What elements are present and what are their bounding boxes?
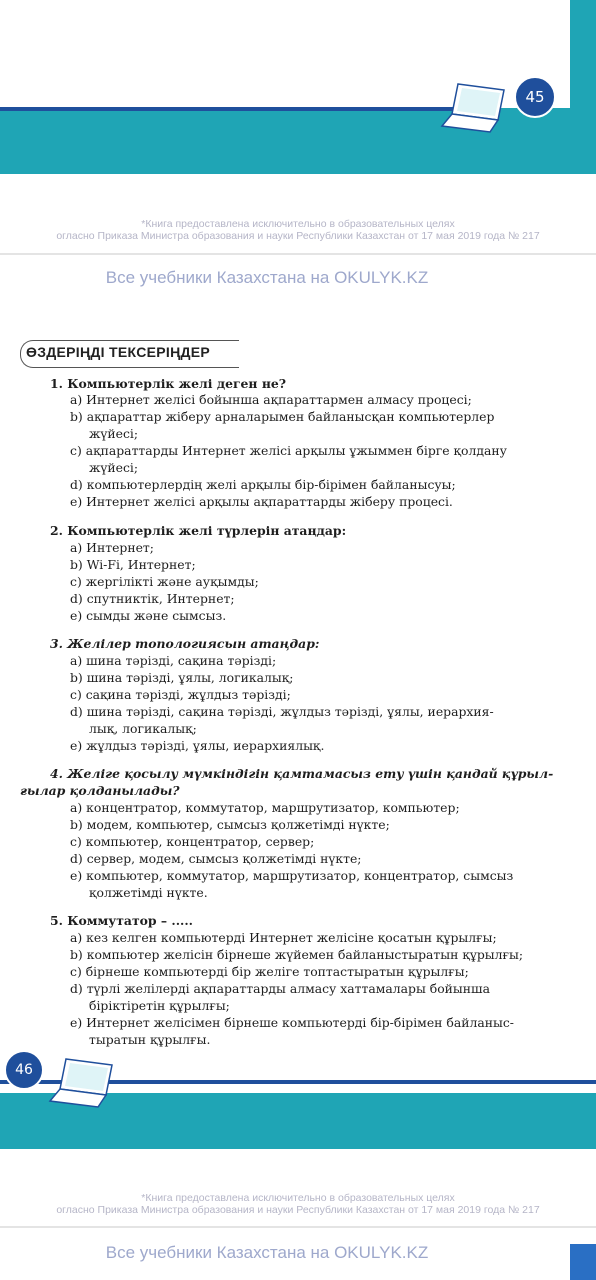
option-line: e) Интернет желісімен бірнеше компьютерді бір-бірімен байланыс- — [70, 1015, 514, 1030]
option-line: e) жұлдыз тәрізді, ұялы, иерархиялық. — [70, 738, 325, 753]
option-line: a) Интернет желісі бойынша ақпараттармен алмасу процесі; — [70, 392, 472, 407]
question-5-title: 5. Коммутатор – ..... — [50, 913, 193, 928]
option-line: біріктіретін құрылғы; — [89, 998, 230, 1013]
section-title: ӨЗДЕРІҢДІ ТЕКСЕРІҢДЕР — [26, 344, 211, 360]
option-line: d) түрлі желілерді ақпараттарды алмасу хаттамалары бойынша — [70, 981, 490, 996]
option-line: тыратын құрылғы. — [89, 1032, 211, 1047]
option-line: e) Интернет желісі арқылы ақпараттарды жіберу процесі. — [70, 494, 453, 509]
option-line: d) сервер, модем, сымсыз қолжетімді нүкте; — [70, 851, 362, 866]
okulyk-watermark: Все учебники Казахстана на OKULYK.KZ — [105, 268, 429, 287]
notice-line-1: *Книга предоставлена исключительно в образовательных целях — [141, 218, 455, 230]
question-3-title: 3. Желілер топологиясын атаңдар: — [50, 636, 320, 651]
option-line: c) бірнеше компьютерді бір желіге топтастыратын құрылғы; — [70, 964, 469, 979]
option-line: c) ақпараттарды Интернет желісі арқылы ұжыммен бірге қолдану — [70, 443, 507, 458]
notice-line-2: огласно Приказа Министра образования и науки Республики Казахстан от 17 мая 2019 года № 217 — [56, 1204, 540, 1216]
option-line: лық, логикалық; — [89, 721, 197, 736]
question-4-title-cont: ғылар қолданылады? — [20, 783, 180, 798]
option-line: b) модем, компьютер, сымсыз қолжетімді нүкте; — [70, 817, 390, 832]
notice-bottom — [0, 1192, 596, 1216]
question-2-title: 2. Компьютерлік желі түрлерін атаңдар: — [50, 523, 347, 538]
page-number-46: 46 — [4, 1050, 44, 1090]
option-line: a) концентратор, коммутатор, маршрутизатор, компьютер; — [70, 800, 460, 815]
separator — [0, 1226, 596, 1228]
notice-line-1: *Книга предоставлена исключительно в образовательных целях — [141, 1192, 455, 1204]
question-4-title: 4. Желіге қосылу мүмкіндігін қамтамасыз ету үшін қандай құрыл- — [50, 766, 554, 781]
option-line: d) компьютерлердің желі арқылы бір-бірімен байланысуы; — [70, 477, 456, 492]
option-line: d) спутниктік, Интернет; — [70, 591, 235, 606]
option-line: b) компьютер желісін бірнеше жүйемен байланыстыратын құрылғы; — [70, 947, 524, 962]
option-line: c) компьютер, концентратор, сервер; — [70, 834, 315, 849]
question-1-title: 1. Компьютерлік желі деген не? — [50, 376, 287, 391]
option-line: b) ақпараттар жіберу арналарымен байланысқан компьютерлер — [70, 409, 495, 424]
option-line: a) кез келген компьютерді Интернет желісіне қосатын құрылғы; — [70, 930, 497, 945]
option-line: a) шина тәрізді, сақина тәрізді; — [70, 653, 277, 668]
option-line: c) сақина тәрізді, жұлдыз тәрізді; — [70, 687, 291, 702]
laptop-icon — [48, 1055, 118, 1111]
notice-line-2: огласно Приказа Министра образования и науки Республики Казахстан от 17 мая 2019 года № 217 — [56, 230, 540, 242]
option-line: b) шина тәрізді, ұялы, логикалық; — [70, 670, 294, 685]
option-line: қолжетімді нүкте. — [89, 885, 208, 900]
option-line: жүйесі; — [89, 460, 139, 475]
option-line: жүйесі; — [89, 426, 139, 441]
okulyk-watermark: Все учебники Казахстана на OKULYK.KZ — [105, 1243, 429, 1262]
page-number-45: 45 — [514, 76, 556, 118]
page-corner-block — [570, 1244, 596, 1280]
option-line: e) компьютер, коммутатор, маршрутизатор, концентратор, сымсыз — [70, 868, 514, 883]
option-line: a) Интернет; — [70, 540, 154, 555]
option-line: c) жергілікті және ауқымды; — [70, 574, 259, 589]
option-line: e) сымды және сымсыз. — [70, 608, 227, 623]
option-line: d) шина тәрізді, сақина тәрізді, жұлдыз тәрізді, ұялы, иерархия- — [70, 704, 494, 719]
option-line: b) Wi-Fi, Интернет; — [70, 557, 196, 572]
